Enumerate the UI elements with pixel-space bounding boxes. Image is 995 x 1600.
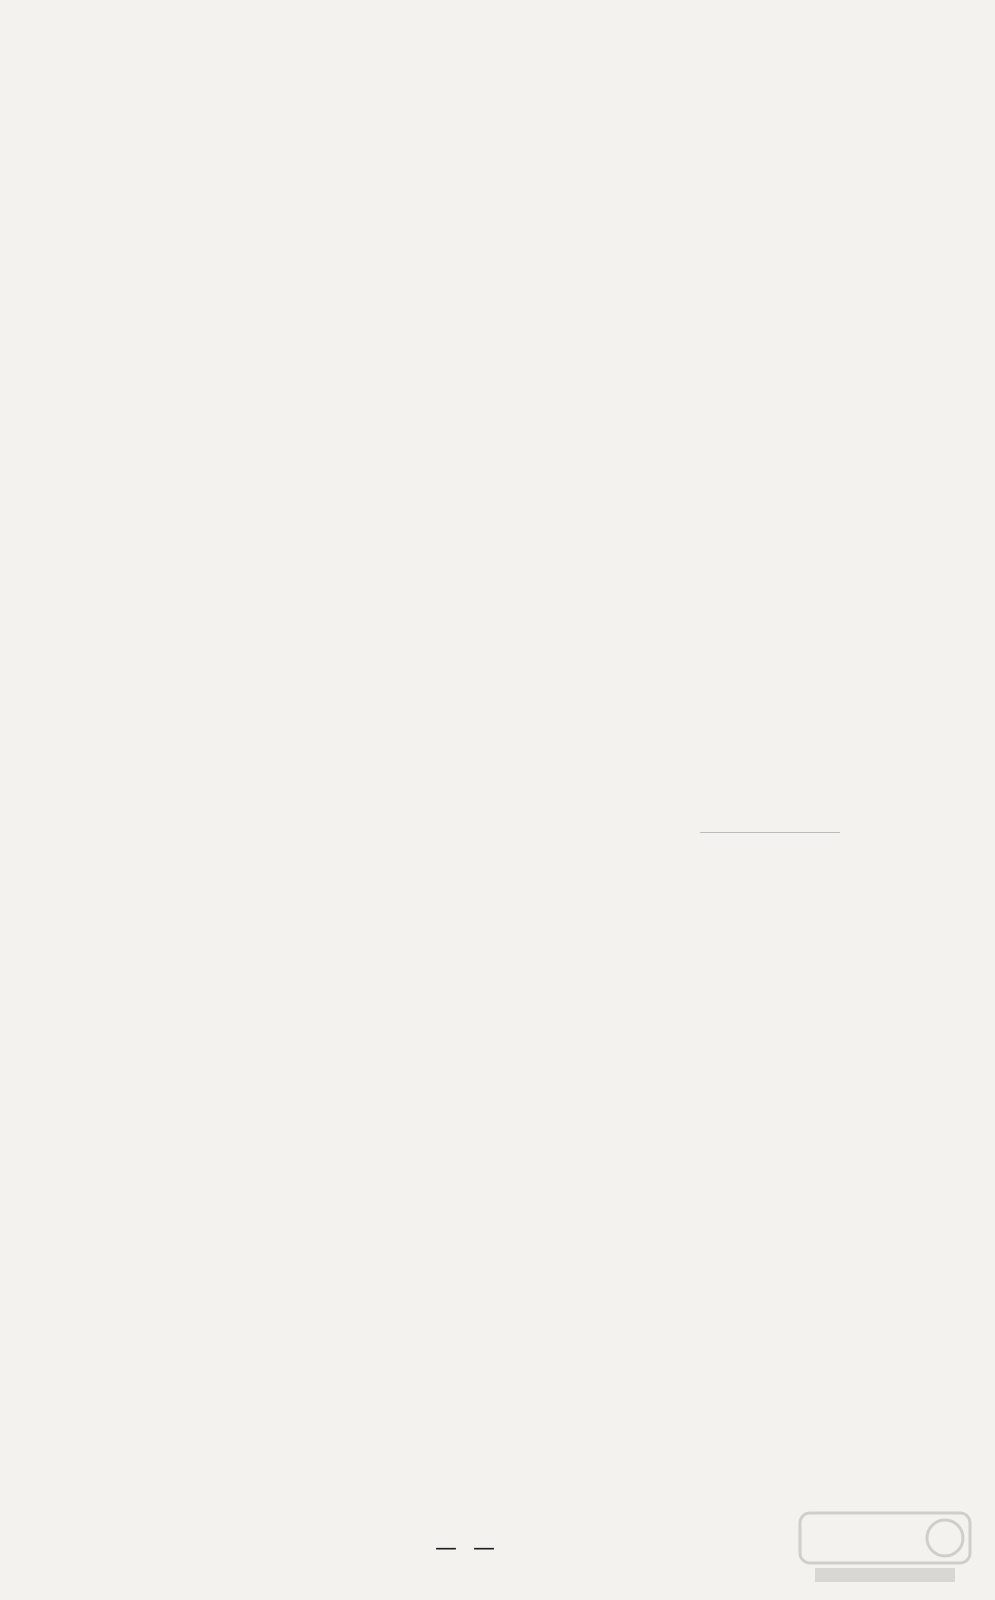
divider-line bbox=[700, 832, 840, 833]
watermark-logo-icon bbox=[795, 1508, 975, 1588]
page-number: — — bbox=[435, 1536, 495, 1561]
